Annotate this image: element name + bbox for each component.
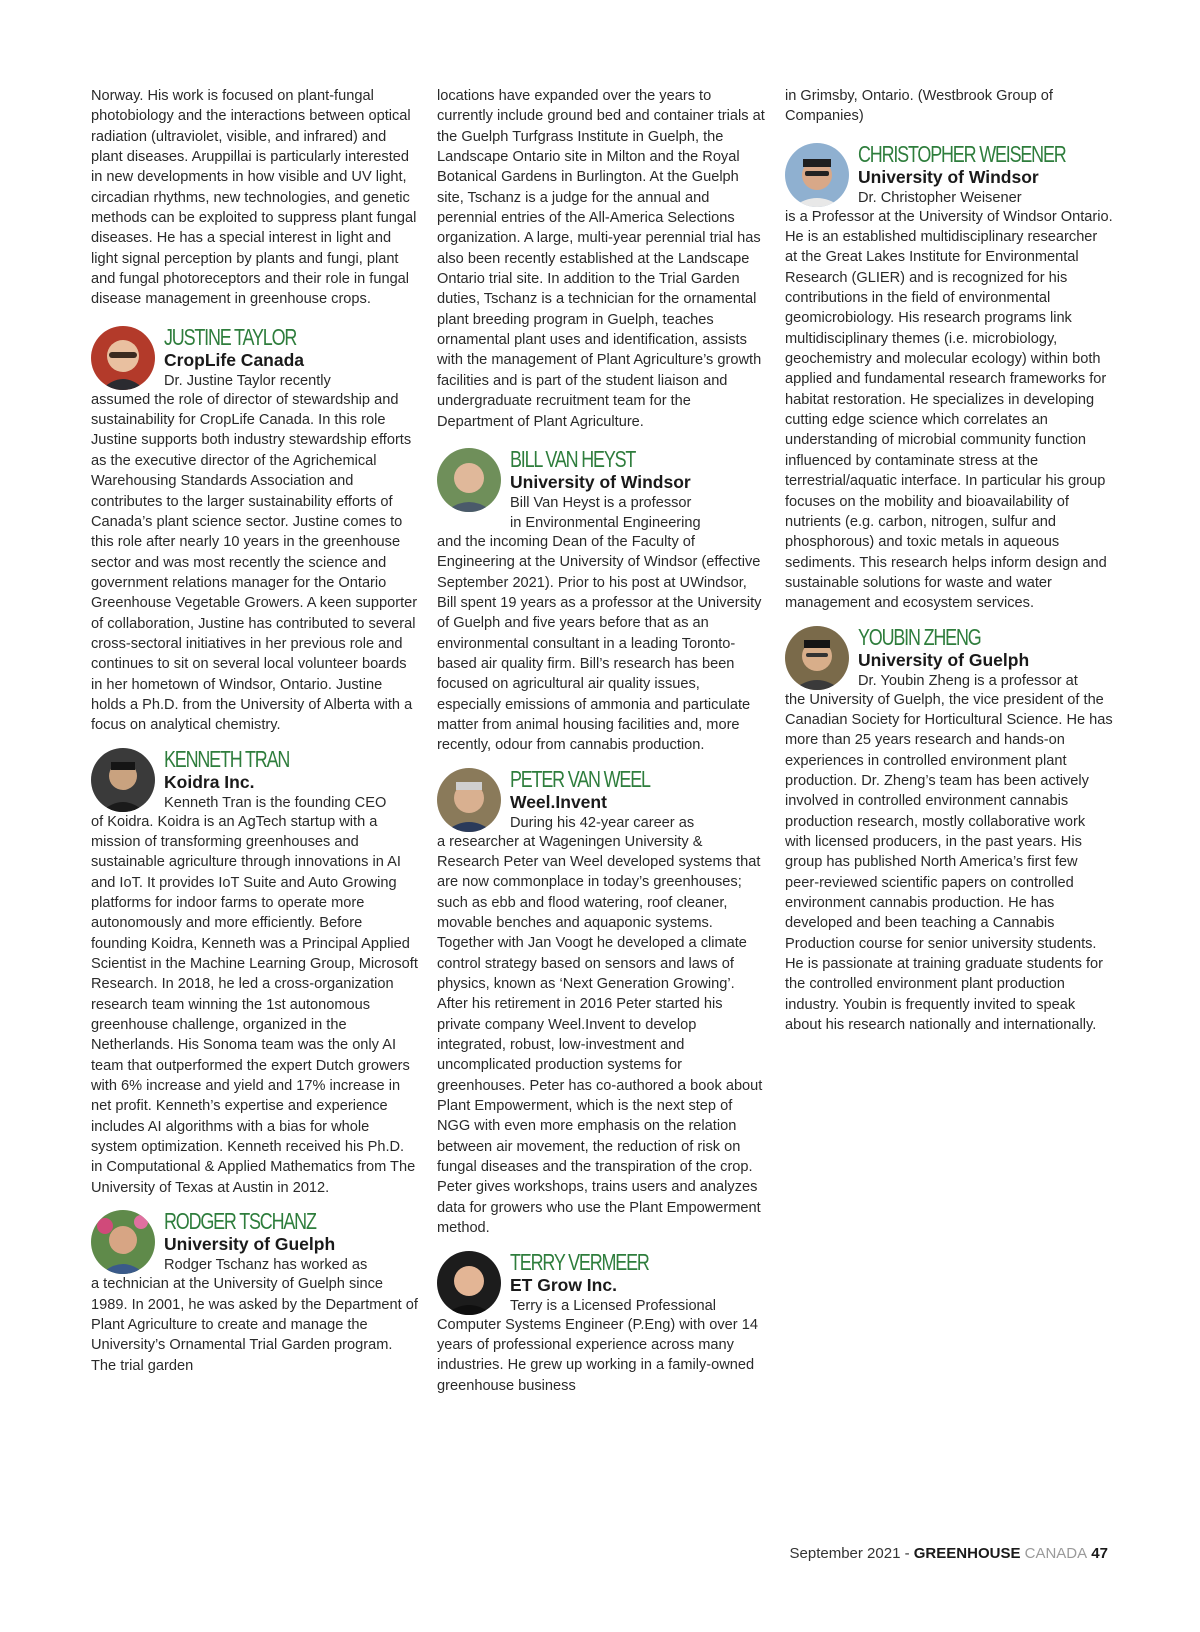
- bio-intro: Kenneth Tran is the founding CEO: [164, 794, 387, 811]
- bio-organization: University of Guelph: [164, 1234, 336, 1255]
- bio-name: KENNETH TRAN: [164, 745, 290, 772]
- avatar-rodger-tschanz: [91, 1210, 155, 1274]
- bio-rodger-tschanz: [91, 1208, 419, 1376]
- bio-intro: Dr. Youbin Zheng is a professor at: [858, 672, 1078, 689]
- bio-header: [91, 1208, 419, 1274]
- avatar-justine-taylor: [91, 326, 155, 390]
- bio-youbin-zheng: [785, 624, 1113, 1036]
- bio-name: YOUBIN ZHENG: [858, 623, 981, 650]
- magazine-brand-suffix: CANADA: [1020, 1545, 1088, 1562]
- bio-bill-van-heyst: [437, 446, 765, 756]
- bio-body: the University of Guelph, the vice president of the Canadian Society for Horticultural Science. He has more than 25 years research and hands-on experiences in controlled environment plant production. Dr. Zheng’s team has been actively involved in controlled environment cannabis production research, mostly collaborative work with licensed producers, in the past years. His group has published North America’s first few peer-reviewed scientific papers on controlled environment cannabis production. He has developed and been teaching a Cannabis Production course for senior university students. He is passionate at training graduate students for the controlled environment plant production industry. Youbin is frequently invited to speak about his research nationally and internationally.: [785, 691, 1113, 1034]
- bio-justine-taylor: [91, 324, 419, 736]
- bio-name: JUSTINE TAYLOR: [164, 323, 297, 350]
- bio-header: [785, 624, 1113, 690]
- lead-paragraph: Norway. His work is focused on plant-fungal photobiology and the interactions between optical radiation (ultraviolet, visible, and infrared) and plant diseases. Aruppillai is particularly interested in new developments in how visible and UV light, circadian rhythms, new technologies, and genetic methods can be exploited to suppress plant fungal diseases. He has a special interest in light and light signal perception by plants and fungi, plant and fungal photoreceptors and their role in fungal disease management in greenhouse crops.: [91, 88, 417, 308]
- bio-name: PETER VAN WEEL: [510, 765, 650, 792]
- page-footer: [790, 1545, 1108, 1562]
- bio-name: TERRY VERMEER: [510, 1248, 649, 1275]
- bio-body: is a Professor at the University of Windsor Ontario. He is an established multidisciplinary researcher at the Great Lakes Institute for Environmental Research (GLIER) and is recognized for his contributions in the field of environmental geomicrobiology. His research programs link multidisciplinary themes (i.e. microbiology, geochemistry and molecular ecology) within both applied and fundamental research frameworks for habitat restoration. He specializes in developing cutting edge science which correlates an understanding of microbial community function influenced by contaminate stress at the terrestrial/aquatic interface. In particular his group focuses on the mobility and bioavailability of nutrients (e.g. carbon, nitrogen, sulfur and phosphorous) and toxic metals in aqueous sediments. This research helps inform design and sustainable solutions for waste and water management and ecosystem services.: [785, 208, 1113, 612]
- column-3: [785, 86, 1113, 1035]
- avatar-youbin-zheng: [785, 626, 849, 690]
- bio-peter-van-weel: [437, 766, 765, 1239]
- bio-intro: Terry is a Licensed Professional: [510, 1297, 717, 1314]
- bio-body: Computer Systems Engineer (P.Eng) with over 14 years of professional experience across many industries. He grew up working in a family-owned greenhouse business: [437, 1316, 758, 1394]
- bio-header: [91, 324, 419, 390]
- bio-header: [91, 746, 419, 812]
- bio-intro: Bill Van Heyst is a professor in Environmental Engineering: [510, 494, 701, 532]
- column-2: [437, 86, 765, 1396]
- avatar-bill-van-heyst: [437, 448, 501, 512]
- bio-organization: ET Grow Inc.: [510, 1274, 617, 1295]
- bio-organization: University of Guelph: [858, 649, 1030, 670]
- bio-body: assumed the role of director of stewardship and sustainability for CropLife Canada. In this role Justine supports both industry stewardship efforts as the executive director of the Agrichemical Warehousing Standards Association and contributes to the larger sustainability efforts of Canada’s plant science sector. Justine comes to this role after nearly 10 years in the greenhouse sector and was most recently the science and government relations manager for the Ontario Greenhouse Vegetable Growers. A keen supporter of collaboration, Justine has contributed to several cross-sectoral initiatives in her previous role and continues to sit on several local volunteer boards in her hometown of Windsor, Ontario. Justine holds a Ph.D. from the University of Alberta with a focus on analytical chemistry.: [91, 391, 418, 734]
- bio-intro: Dr. Christopher Weisener: [858, 189, 1022, 206]
- issue-date: September 2021 -: [789, 1545, 914, 1562]
- bio-body: and the incoming Dean of the Faculty of Engineering at the University of Windsor (effective September 2021). Prior to his post at UWindsor, Bill spent 19 years as a professor at the University of Guelph and five years before that as an environmental consultant in a leading Toronto-based air quality firm. Bill’s research has been focused on agricultural air quality issues, especially emissions of ammonia and particulate matter from animal housing facilities and, more recently, odour from cannabis production.: [437, 533, 762, 754]
- bio-body: of Koidra. Koidra is an AgTech startup with a mission of transforming greenhouses and sustainable agriculture through innovations in AI and IoT. It provides IoT Suite and Auto Growing platforms for indoor farms to operate more autonomously and more efficiently. Before founding Koidra, Kenneth was a Principal Applied Scientist in the Machine Learning Group, Microsoft Research. In 2018, he led a cross-organization research team winning the 1st autonomous greenhouse challenge, organized in the Netherlands. His Sonoma team was the only AI team that outperformed the expert Dutch growers with 6% increase and yield and 17% increase in net profit. Kenneth’s expertise and experience includes AI algorithms with a bias for whole system optimization. Kenneth received his Ph.D. in Computational & Applied Mathematics from The University of Texas at Austin in 2012.: [91, 813, 418, 1196]
- bio-intro: During his 42-year career as: [510, 814, 695, 831]
- bio-name: RODGER TSCHANZ: [164, 1208, 316, 1235]
- bio-terry-vermeer: [437, 1249, 765, 1396]
- lead-paragraph: locations have expanded over the years to currently include ground bed and container trials at the Guelph Turfgrass Institute in Guelph, the Landscape Ontario site in Milton and the Royal Botanical Gardens in Burlington. At the Guelph site, Tschanz is a judge for the annual and perennial entries of the All-America Selections organization. A large, multi-year perennial trial has also been recently established at the Landscape Ontario trial site. In addition to the Trial Garden duties, Tschanz is a technician for the ornamental plant breeding program in Guelph, teaches ornamental plant uses and identification, assists with the management of Plant Agriculture’s growth facilities and is part of the student liaison and undergraduate recruitment team for the Department of Plant Agriculture.: [437, 88, 765, 430]
- avatar-christopher-weisener: [785, 143, 849, 207]
- bio-header: [785, 141, 1113, 207]
- bio-name: BILL VAN HEYST: [510, 445, 636, 472]
- bio-header: [437, 1249, 765, 1315]
- column-1: [91, 86, 419, 1376]
- avatar-terry-vermeer: [437, 1251, 501, 1315]
- magazine-brand: GREENHOUSE: [913, 1545, 1021, 1562]
- bio-body: a technician at the University of Guelph since 1989. In 2001, he was asked by the Department of Plant Agriculture to create and manage the University’s Ornamental Trial Garden program. The trial garden: [91, 1276, 418, 1374]
- bio-name: CHRISTOPHER WEISENER: [858, 140, 1066, 167]
- bio-intro: Dr. Justine Taylor recently: [164, 372, 331, 389]
- avatar-kenneth-tran: [91, 748, 155, 812]
- bio-intro: Rodger Tschanz has worked as: [164, 1257, 368, 1274]
- bio-organization: Koidra Inc.: [164, 771, 255, 792]
- lead-paragraph: in Grimsby, Ontario. (Westbrook Group of Companies): [785, 88, 1053, 125]
- bio-organization: Weel.Invent: [510, 791, 607, 812]
- bio-christopher-weisener: [785, 141, 1113, 614]
- bio-header: [437, 446, 765, 532]
- bio-organization: University of Windsor: [510, 471, 691, 492]
- bio-header: [437, 766, 765, 832]
- bio-organization: University of Windsor: [858, 166, 1039, 187]
- bio-organization: CropLife Canada: [164, 349, 305, 370]
- bio-kenneth-tran: [91, 746, 419, 1199]
- bio-body: a researcher at Wageningen University & Research Peter van Weel developed systems that are now commonplace in today’s greenhouses; such as ebb and flood watering, roof cleaner, movable benches and aquaponic systems. Together with Jan Voogt he developed a climate control strategy based on sensors and laws of physics, known as ‘Next Generation Growing’. After his retirement in 2016 Peter started his private company Weel.Invent to develop integrated, robust, low-investment and uncomplicated production systems for greenhouses. Peter has co-authored a book about Plant Empowerment, which is the next step of NGG with even more emphasis on the relation between air movement, the reduction of risk on fungal diseases and the transpiration of the crop. Peter gives workshops, trains users and analyzes data for growers who use the Plant Empowerment method.: [437, 833, 763, 1237]
- avatar-peter-van-weel: [437, 768, 501, 832]
- page-number: 47: [1087, 1545, 1108, 1562]
